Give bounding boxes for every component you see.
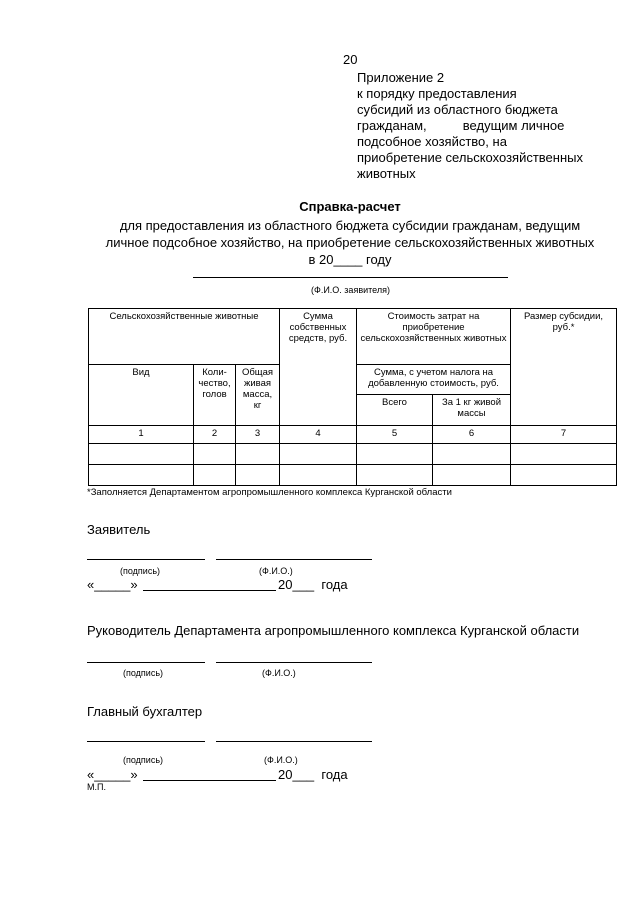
date-tail: 20___ года <box>278 767 348 782</box>
table-cell[interactable] <box>433 444 511 465</box>
accountant-heading: Главный бухгалтер <box>87 704 203 719</box>
footnote: *Заполняется Департаментом агропромышленного комплекса Курганской области <box>87 487 452 498</box>
subtitle-line: в 20____ году <box>308 252 392 267</box>
col-number: 4 <box>280 426 357 444</box>
applicant-heading: Заявитель <box>87 522 151 537</box>
table-cell[interactable] <box>280 465 357 486</box>
signature-line[interactable] <box>87 662 205 663</box>
appendix-line: приобретение сельскохозяйственных <box>357 150 583 165</box>
fio-line[interactable] <box>216 559 372 560</box>
sign-label: (подпись) <box>123 755 164 765</box>
subtitle-line: личное подсобное хозяйство, на приобретение сельскохозяйственных животных <box>105 235 595 250</box>
col-number: 1 <box>89 426 194 444</box>
table-cell[interactable] <box>236 444 280 465</box>
page-number: 20 <box>343 52 358 67</box>
appendix-line: подсобное хозяйство, на <box>357 134 507 149</box>
appendix-line: гражданам, ведущим личное <box>357 118 565 133</box>
header-own-funds: Сумма собственных средств, руб. <box>280 309 357 426</box>
sign-label: (подпись) <box>123 668 164 678</box>
table-cell[interactable] <box>357 444 433 465</box>
date-tail: 20___ года <box>278 577 348 592</box>
table-cell[interactable] <box>280 444 357 465</box>
header-subsidy: Размер субсидии, руб.* <box>511 309 617 426</box>
date-open: «_____» <box>87 577 138 592</box>
head-heading: Руководитель Департамента агропромышленного комплекса Курганской области <box>87 623 580 638</box>
appendix-block <box>357 70 583 182</box>
doc-subtitle <box>0 217 640 268</box>
col-number: 2 <box>194 426 236 444</box>
appendix-line: к порядку предоставления <box>357 86 517 101</box>
fio-label: (Ф.И.О.) <box>264 755 298 765</box>
fio-line[interactable] <box>216 662 372 663</box>
fio-label: (Ф.И.О.) <box>259 566 293 576</box>
table-cell[interactable] <box>89 465 194 486</box>
date-month-line[interactable] <box>143 780 276 781</box>
fio-line[interactable] <box>216 741 372 742</box>
col-number: 5 <box>357 426 433 444</box>
fio-label: (Ф.И.О.) <box>262 668 296 678</box>
appendix-line: субсидий из областного бюджета <box>357 102 558 117</box>
table-cell[interactable] <box>194 465 236 486</box>
calc-table <box>88 308 617 486</box>
signature-line[interactable] <box>87 741 205 742</box>
date-open: «_____» <box>87 767 138 782</box>
applicant-caption: (Ф.И.О. заявителя) <box>311 285 390 295</box>
header-cost: Стоимость затрат на приобретение сельскохозяйственных животных <box>357 309 511 365</box>
header-vat: Сумма, с учетом налога на добавленную стоимость, руб. <box>357 365 511 395</box>
header-total: Всего <box>357 395 433 426</box>
sign-label: (подпись) <box>120 566 161 576</box>
subtitle-line: для предоставления из областного бюджета субсидии гражданам, ведущим <box>119 218 581 233</box>
table-cell[interactable] <box>511 444 617 465</box>
table-cell[interactable] <box>236 465 280 486</box>
header-per-kg: За 1 кг живой массы <box>433 395 511 426</box>
date-month-line[interactable] <box>143 590 276 591</box>
col-number: 6 <box>433 426 511 444</box>
applicant-name-line[interactable] <box>193 277 508 278</box>
header-mass: Общая живая масса, кг <box>236 365 280 426</box>
table-row <box>89 465 617 486</box>
header-animals: Сельскохозяйственные животные <box>89 309 280 365</box>
appendix-line: животных <box>357 166 416 181</box>
table-cell[interactable] <box>89 444 194 465</box>
table-cell[interactable] <box>511 465 617 486</box>
column-number-row <box>89 426 617 444</box>
header-kind: Вид <box>89 365 194 426</box>
col-number: 7 <box>511 426 617 444</box>
appendix-line: Приложение 2 <box>357 70 445 85</box>
table-row <box>89 444 617 465</box>
doc-title: Справка-расчет <box>299 199 401 214</box>
col-number: 3 <box>236 426 280 444</box>
header-count: Коли-чество, голов <box>194 365 236 426</box>
table-cell[interactable] <box>357 465 433 486</box>
table-cell[interactable] <box>194 444 236 465</box>
stamp-label: М.П. <box>87 782 106 792</box>
signature-line[interactable] <box>87 559 205 560</box>
table-cell[interactable] <box>433 465 511 486</box>
